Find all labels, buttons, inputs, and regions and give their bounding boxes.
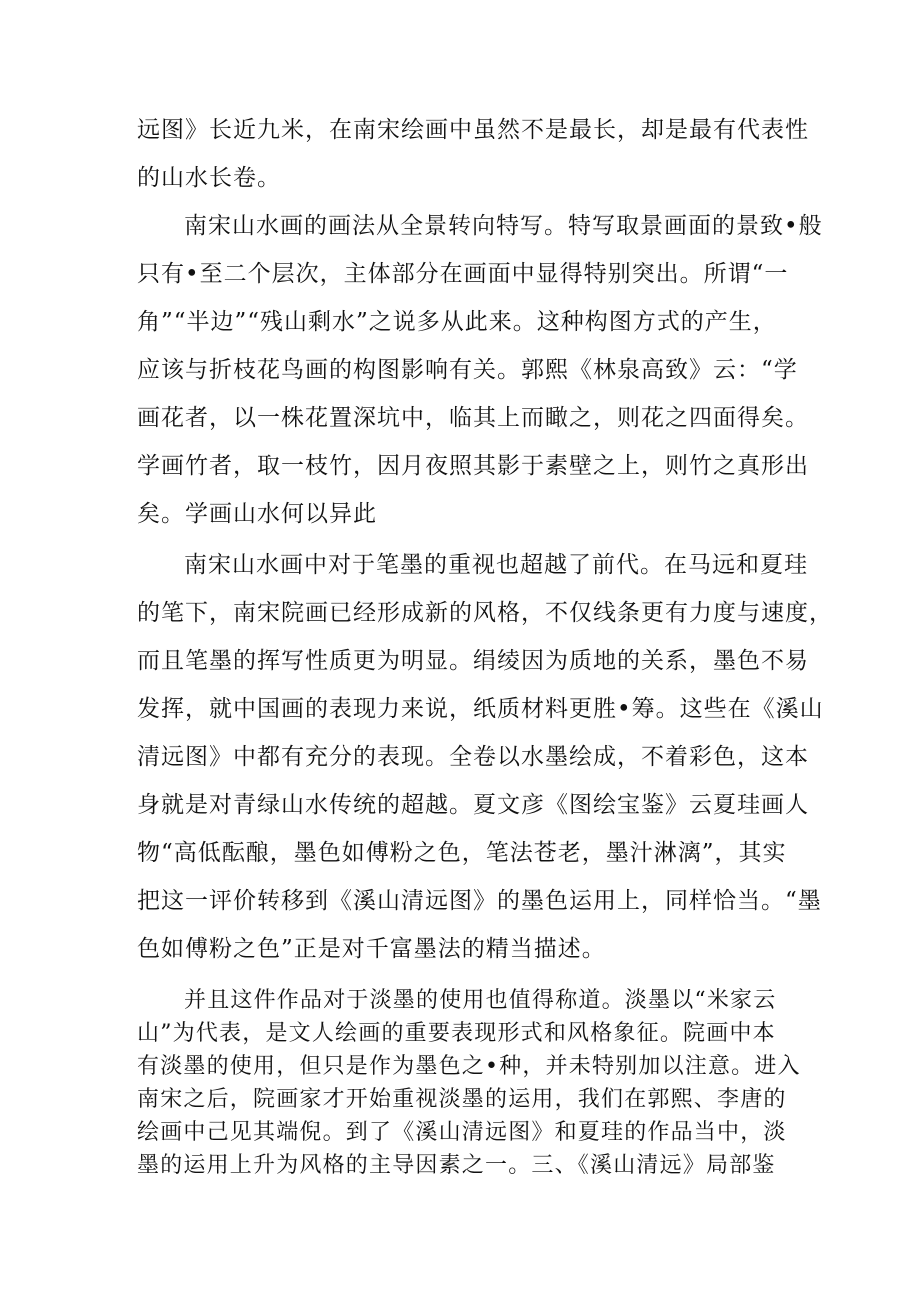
text-line: 南宋山水画中对于笔墨的重视也超越了前代。在马远和夏珪: [184, 552, 808, 578]
text-line: 南宋之后，院画家才开始重视淡墨的运用，我们在郭熙、李唐的: [137, 1087, 787, 1112]
text-line: 只有•至二个层次，主体部分在画面中显得特别突出。所谓“一: [137, 261, 789, 287]
text-line: 有淡墨的使用，但只是作为墨色之•种，并未特别加以注意。进入: [137, 1054, 801, 1079]
text-line: 并且这件作品对于淡墨的使用也值得称道。淡墨以“米家云: [184, 988, 777, 1013]
text-line: 的山水长卷。: [137, 165, 281, 191]
text-line: 绘画中己见其端倪。到了《溪山清远图》和夏珪的作品当中，淡: [137, 1120, 787, 1145]
text-line: 远图》长近九米，在南宋绘画中虽然不是最长，却是最有代表性: [137, 117, 809, 143]
text-line: 把这一评价转移到《溪山清远图》的墨色运用上，同样恰当。“墨: [137, 888, 822, 914]
text-line: 而且笔墨的挥写性质更为明显。绢绫因为质地的关系，墨色不易: [137, 648, 809, 674]
text-line: 画花者，以一株花置深坑中，临其上而瞰之，则花之四面得矣。: [137, 405, 809, 431]
text-line: 山”为代表，是文人绘画的重要表现形式和风格象征。院画中本: [137, 1021, 776, 1046]
text-line: 色如傅粉之色”正是对千富墨法的精当描述。: [137, 936, 606, 962]
text-line: 角”“半边”“残山剩水”之说多从此来。这种构图方式的产生，: [137, 309, 777, 335]
text-line: 矣。学画山水何以异此: [137, 501, 377, 527]
text-line: 南宋山水画的画法从全景转向特写。特写取景画面的景致•般: [184, 213, 823, 239]
text-line: 清远图》中都有充分的表现。全卷以水墨绘成，不着彩色，这本: [137, 744, 809, 770]
text-line: 的笔下，南宋院画已经形成新的风格，不仅线条更有力度与速度，: [137, 600, 833, 626]
text-line: 应该与折枝花鸟画的构图影响有关。郭熙《林泉高致》云：“学: [137, 357, 798, 383]
text-line: 学画竹者，取一枝竹，因月夜照其影于素壁之上，则竹之真形出: [137, 453, 809, 479]
text-line: 墨的运用上升为风格的主导因素之一。三、《溪山清远》局部鉴: [137, 1153, 776, 1178]
text-line: 身就是对青绿山水传统的超越。夏文彦《图绘宝鉴》云夏珪画人: [137, 792, 809, 818]
text-line: 发挥，就中国画的表现力来说，纸质材料更胜•筹。这些在《溪山: [137, 696, 824, 722]
text-line: 物“高低酝酿，墨色如傅粉之色，笔法苍老，墨汁淋漓”，其实: [137, 840, 787, 866]
